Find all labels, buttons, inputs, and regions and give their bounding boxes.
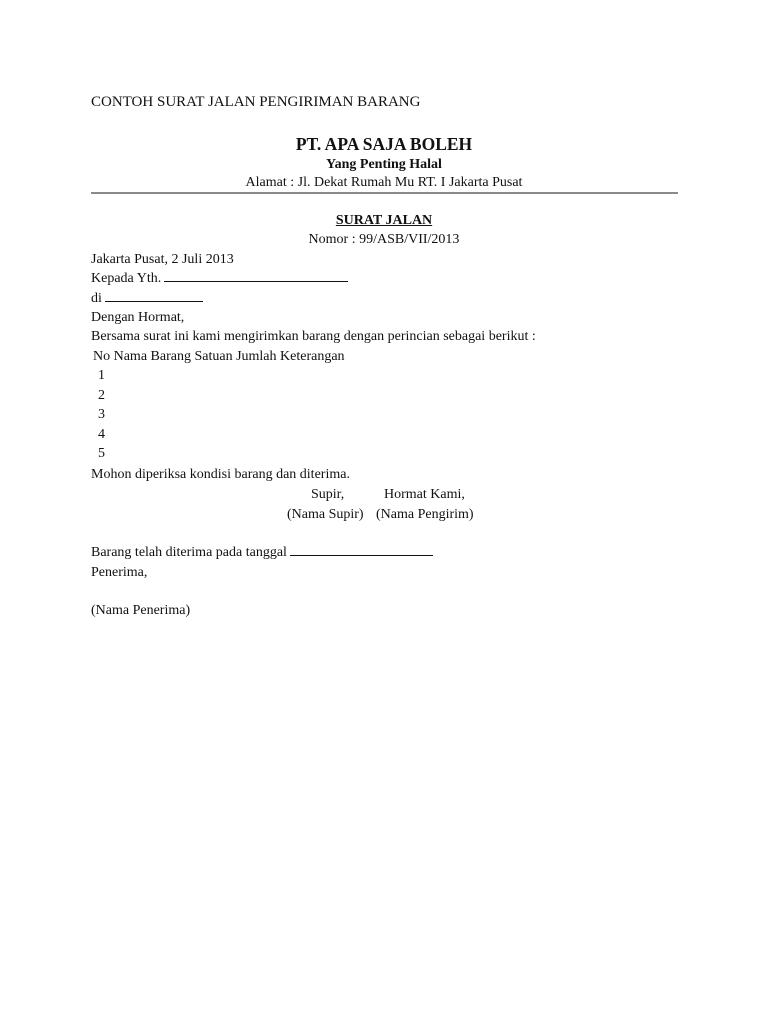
table-row: 3: [98, 407, 105, 422]
location-blank: [105, 300, 203, 302]
recipient-line: [91, 272, 348, 286]
greeting: Dengan Hormat,: [91, 310, 185, 325]
document-heading: CONTOH SURAT JALAN PENGIRIMAN BARANG: [91, 94, 421, 110]
recipient-blank: [164, 280, 348, 282]
receiver-name: (Nama Penerima): [91, 603, 191, 618]
recipient-label: Kepada Yth.: [91, 271, 162, 286]
location-line: [91, 292, 203, 306]
company-name: PT. APA SAJA BOLEH: [295, 134, 473, 154]
received-line: [91, 546, 433, 560]
received-date-blank: [290, 554, 433, 556]
closing-sentence: Mohon diperiksa kondisi barang dan diterima.: [91, 467, 350, 482]
company-tagline: Yang Penting Halal: [326, 157, 442, 172]
header-divider: [91, 192, 678, 194]
table-header: No Nama Barang Satuan Jumlah Keterangan: [93, 349, 345, 364]
driver-signature-label: Supir,: [311, 487, 345, 502]
company-address: Alamat : Jl. Dekat Rumah Mu RT. I Jakarta Pusat: [245, 175, 523, 190]
location-label: di: [91, 291, 102, 306]
table-row: 2: [98, 388, 105, 403]
table-row: 4: [98, 427, 105, 442]
received-text: Barang telah diterima pada tanggal: [91, 545, 287, 560]
place-date: Jakarta Pusat, 2 Juli 2013: [91, 252, 234, 267]
intro-paragraph: Bersama surat ini kami mengirimkan barang dengan perincian sebagai berikut :: [91, 329, 536, 344]
letter-number: Nomor : 99/ASB/VII/2013: [308, 232, 460, 247]
letter-title: SURAT JALAN: [335, 213, 433, 228]
sender-name: (Nama Pengirim): [376, 507, 474, 522]
table-row: 5: [98, 446, 105, 461]
table-row: 1: [98, 368, 105, 383]
driver-name: (Nama Supir): [287, 507, 364, 522]
sender-signature-label: Hormat Kami,: [384, 487, 465, 502]
receiver-label: Penerima,: [91, 565, 148, 580]
